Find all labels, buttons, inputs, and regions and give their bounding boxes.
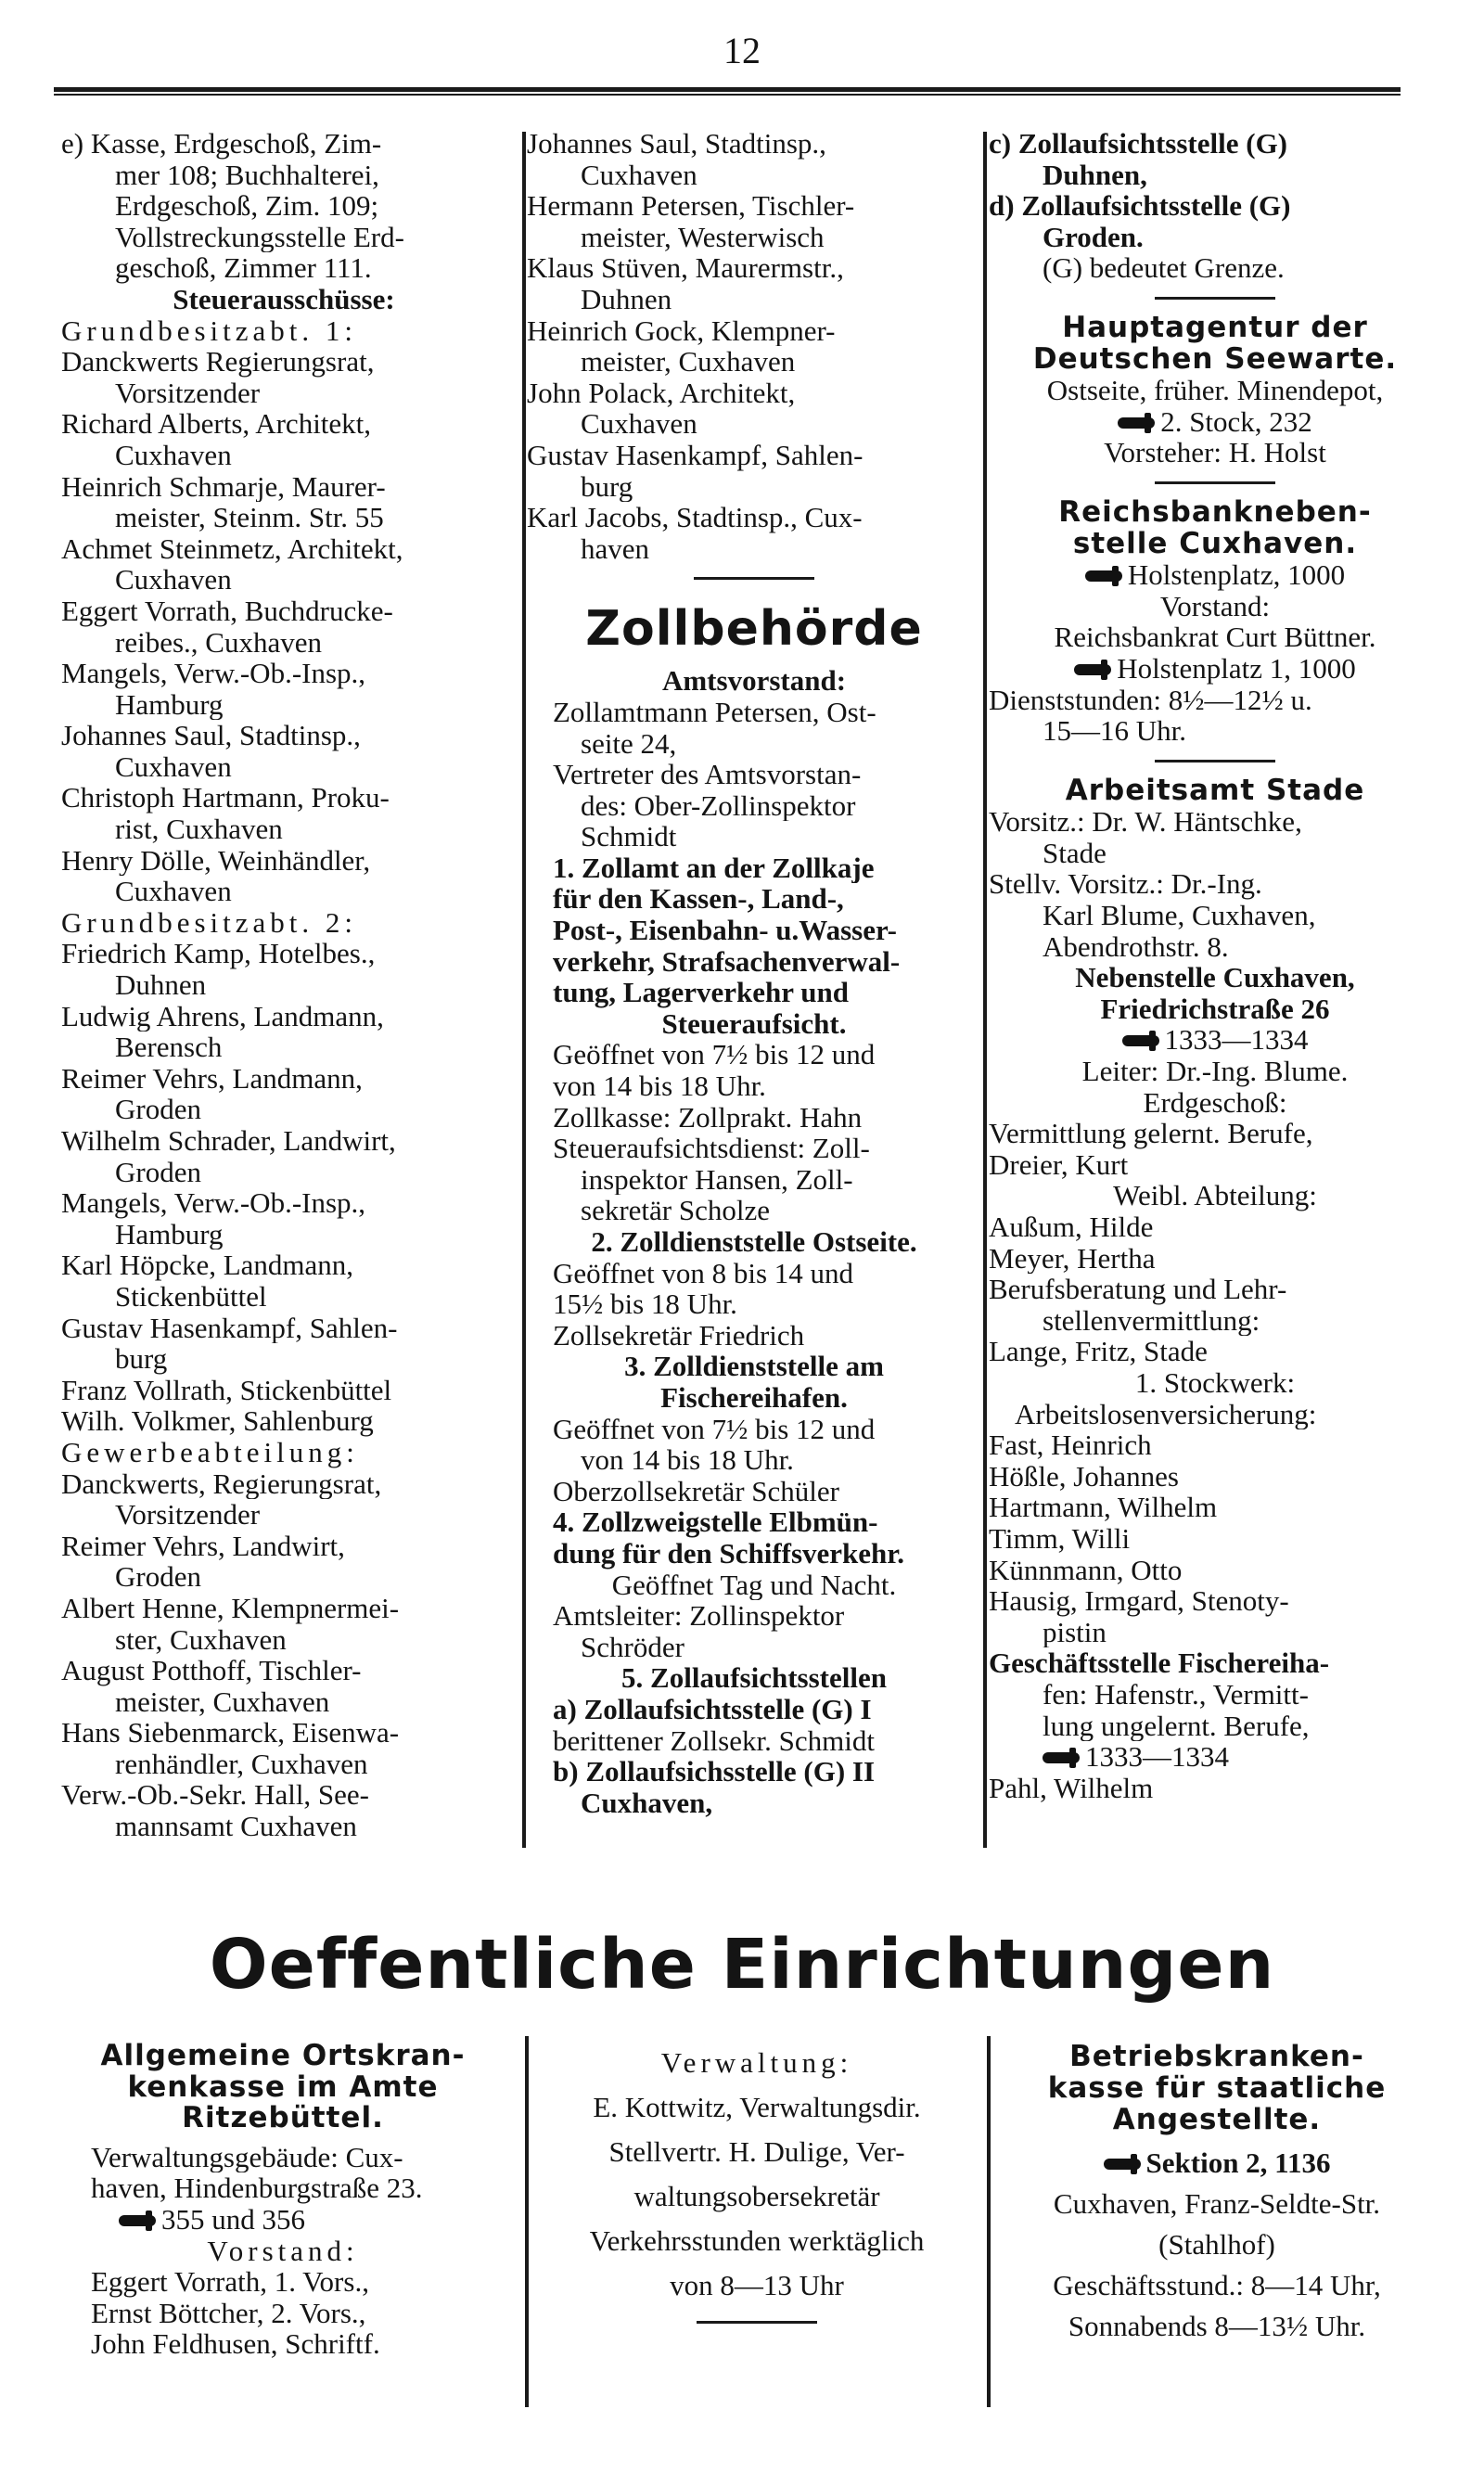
text-line: Achmet Steinmetz, Architekt, xyxy=(61,532,403,565)
text-line: pistin xyxy=(1043,1616,1107,1648)
text-line: Geöffnet Tag und Nacht. xyxy=(611,1569,897,1601)
text-line: reibes., Cuxhaven xyxy=(115,626,322,659)
text-line: Johannes Saul, Stadtinsp., xyxy=(61,720,361,751)
text-line: Vorsteher: H. Holst xyxy=(1104,437,1326,468)
text-line: Hans Siebenmarck, Eisenwa- xyxy=(61,1717,400,1749)
text-line: Hermann Petersen, Tischler- xyxy=(527,190,855,222)
text-line: Vermittlung gelernt. Berufe, xyxy=(989,1118,1313,1149)
section-zollamt: für den Kassen-, Land-, xyxy=(553,883,844,916)
text-line: Gustav Hasenkampf, Sahlen- xyxy=(61,1312,398,1344)
separator-rule xyxy=(694,577,814,580)
reichsbank-heading: stelle Cuxhaven. xyxy=(1072,528,1358,560)
text-line: Hausig, Irmgard, Stenoty- xyxy=(989,1585,1289,1617)
text-line: Holstenplatz 1, 1000 xyxy=(1117,652,1356,685)
text-line: Künnmann, Otto xyxy=(989,1554,1183,1586)
phone-line xyxy=(994,2143,1439,2184)
betriebskrankenkasse-heading: Angestellte. xyxy=(1112,2104,1322,2135)
subheading-grundbesitzabt-1: Grundbesitzabt. 1: xyxy=(61,314,358,347)
text-line: e) Kasse, Erdgeschoß, Zim- xyxy=(61,128,382,160)
text-line: Groden xyxy=(115,1094,201,1125)
text-line: August Potthoff, Tischler- xyxy=(61,1655,362,1686)
text-line: Cuxhaven xyxy=(115,439,232,471)
text-line: Heinrich Schmarje, Maurer- xyxy=(61,470,386,503)
text-line: renhändler, Cuxhaven xyxy=(115,1748,368,1780)
text-line: Wilhelm Schrader, Landwirt, xyxy=(61,1125,396,1157)
text-line: Lange, Fritz, Stade xyxy=(989,1336,1208,1367)
text-line: Vorstand: xyxy=(1159,590,1271,622)
text-line: Schröder xyxy=(581,1631,684,1663)
text-line: Duhnen xyxy=(115,969,207,1001)
text-line: Danckwerts Regierungsrat, xyxy=(61,346,375,378)
text-line: Timm, Willi xyxy=(989,1522,1131,1555)
subheading-grundbesitzabt-2: Grundbesitzabt. 2: xyxy=(61,906,358,939)
text-line: Geöffnet von 7½ bis 12 und xyxy=(553,1413,876,1445)
page-number: 12 xyxy=(723,30,761,71)
subheading-gewerbeabteilung: Gewerbeabteilung: xyxy=(61,1436,359,1468)
text-line: Abendrothstr. 8. xyxy=(1043,930,1229,963)
text-line: stellenvermittlung: xyxy=(1043,1304,1260,1337)
text-line: Schmidt xyxy=(581,821,677,852)
geschaeftsstelle-heading: Geschäftsstelle Fischereiha- xyxy=(989,1647,1330,1679)
text-line: Ludwig Ahrens, Landmann, xyxy=(61,1000,384,1032)
text-line: Wilh. Volkmer, Sahlenburg xyxy=(61,1405,374,1437)
text-line: haven, Hindenburgstraße 23. xyxy=(91,2172,423,2204)
subheading-amtsvorstand: Amtsvorstand: xyxy=(661,665,847,697)
separator-rule xyxy=(1155,760,1275,762)
text-line: Amtsleiter: Zollinspektor xyxy=(553,1600,845,1632)
text-line: Holstenplatz, 1000 xyxy=(1127,559,1346,591)
text-line: Hößle, Johannes xyxy=(989,1460,1179,1493)
text-line: Cuxhaven, xyxy=(581,1787,713,1819)
text-line: geschoß, Zimmer 111. xyxy=(115,252,372,284)
section-zollamt: tung, Lagerverkehr und xyxy=(553,977,849,1008)
column-divider xyxy=(525,2036,529,2407)
phone-icon xyxy=(1085,570,1122,582)
text-line: Johannes Saul, Stadtinsp., xyxy=(527,128,826,160)
column-divider xyxy=(522,132,526,1848)
separator-rule xyxy=(697,2321,817,2324)
section-zollamt: Steueraufsicht. xyxy=(661,1007,847,1040)
text-line: Verkehrsstunden werktäglich xyxy=(589,2224,925,2257)
text-line: Zollsekretär Friedrich xyxy=(553,1319,805,1352)
text-line: Stade xyxy=(1043,837,1107,869)
reichsbank-heading: Reichsbankneben- xyxy=(1058,496,1372,529)
text-line: 1. Stockwerk: xyxy=(1134,1366,1296,1399)
text-line: Reichsbankrat Curt Büttner. xyxy=(1054,622,1376,653)
text-line: berittener Zollsekr. Schmidt xyxy=(553,1724,875,1757)
text-line: mer 108; Buchhalterei, xyxy=(115,159,379,191)
phone-line xyxy=(989,653,1441,685)
text-line: d) Zollaufsichtsstelle (G) xyxy=(989,190,1291,222)
text-line: Henry Dölle, Weinhändler, xyxy=(61,844,371,877)
text-line: Erdgeschoß: xyxy=(1143,1086,1287,1119)
text-line: Cuxhaven xyxy=(581,408,697,440)
section-title: Oeffentliche Einrichtungen xyxy=(209,1925,1275,2005)
text-line: Richard Alberts, Architekt, xyxy=(61,408,372,440)
text-line: Steueraufsichtsdienst: Zoll- xyxy=(553,1133,870,1164)
text-line: Albert Henne, Klempnermei- xyxy=(61,1592,400,1624)
text-line: Leiter: Dr.-Ing. Blume. xyxy=(1081,1056,1349,1087)
text-line: Zollkasse: Zollprakt. Hahn xyxy=(553,1101,863,1134)
text-line: Hartmann, Wilhelm xyxy=(989,1492,1218,1523)
text-line: Eggert Vorrath, Buchdrucke- xyxy=(61,595,393,627)
ortskrankenkasse-heading: kenkasse im Amte xyxy=(127,2071,439,2104)
text-line: (G) bedeutet Grenze. xyxy=(1043,252,1285,284)
text-line: meister, Cuxhaven xyxy=(115,1685,330,1718)
text-line: Hamburg xyxy=(115,688,224,721)
text-line: c) Zollaufsichtsstelle (G) xyxy=(989,128,1288,160)
text-line: seite 24, xyxy=(581,727,677,760)
column-middle xyxy=(527,128,981,1818)
subheading-vorstand: Vorstand: xyxy=(207,2235,359,2267)
phone-line xyxy=(989,406,1441,438)
text-line: Geöffnet von 7½ bis 12 und xyxy=(553,1039,876,1071)
text-line: Duhnen xyxy=(581,283,672,315)
phone-icon xyxy=(1122,1035,1159,1046)
text-line: Reimer Vehrs, Landwirt, xyxy=(61,1530,345,1562)
text-line: fen: Hafenstr., Vermitt- xyxy=(1043,1678,1309,1711)
text-line: Ostseite, früher. Minendepot, xyxy=(1046,375,1384,406)
text-line: Verwaltungsgebäude: Cux- xyxy=(91,2141,403,2173)
separator-rule xyxy=(1155,481,1275,484)
text-line: 15½ bis 18 Uhr. xyxy=(553,1288,737,1320)
text-line: Hamburg xyxy=(115,1218,224,1250)
phone-line xyxy=(989,1741,1441,1773)
section-zollamt: Post-, Eisenbahn- u.Wasser- xyxy=(553,915,897,946)
column-divider xyxy=(983,132,987,1848)
text-line: Weibl. Abteilung: xyxy=(1113,1180,1317,1211)
section-zollaufsichtsstelle-a: a) Zollaufsichtsstelle (G) I xyxy=(553,1693,872,1725)
text-line: Klaus Stüven, Maurermstr., xyxy=(527,252,844,284)
text-line: Fast, Heinrich xyxy=(989,1429,1152,1461)
column-right xyxy=(989,128,1441,1803)
text-line: meister, Steinm. Str. 55 xyxy=(115,502,384,533)
text-line: Eggert Vorrath, 1. Vors., xyxy=(91,2266,369,2298)
text-line: Mangels, Verw.-Ob.-Insp., xyxy=(61,658,366,689)
text-line: Sektion 2, 1136 xyxy=(1145,2146,1331,2179)
text-line: Sonnabends 8—13½ Uhr. xyxy=(1068,2310,1366,2342)
text-line: von 14 bis 18 Uhr. xyxy=(553,1070,766,1102)
section-zollaufsichtsstellen: 5. Zollaufsichtsstellen xyxy=(621,1662,887,1694)
bottom-left xyxy=(65,2041,501,2360)
text-line: Stellvertr. H. Dulige, Ver- xyxy=(608,2135,905,2168)
seewarte-heading: Hauptagentur der xyxy=(1062,312,1368,344)
ortskrankenkasse-heading: Ritzebüttel. xyxy=(182,2103,384,2134)
text-line: John Feldhusen, Schriftf. xyxy=(91,2328,380,2360)
text-line: Erdgeschoß, Zim. 109; xyxy=(115,190,379,222)
seewarte-heading: Deutschen Seewarte. xyxy=(1032,343,1398,376)
text-line: John Polack, Architekt, xyxy=(527,377,796,409)
text-line: Oberzollsekretär Schüler xyxy=(553,1475,840,1507)
text-line: 15—16 Uhr. xyxy=(1043,715,1186,747)
section-zollzweigstelle: 4. Zollzweigstelle Elbmün- xyxy=(553,1506,878,1538)
text-line: Stickenbüttel xyxy=(115,1280,267,1313)
text-line: Ernst Böttcher, 2. Vors., xyxy=(91,2297,366,2329)
text-line: von 8—13 Uhr xyxy=(670,2269,844,2301)
ortskrankenkasse-heading: Allgemeine Ortskran- xyxy=(100,2041,466,2072)
phone-line xyxy=(989,1024,1441,1056)
section-zolldienststelle-fischereihafen: Fischereihafen. xyxy=(660,1381,848,1414)
text-line: Berufsberatung und Lehr- xyxy=(989,1274,1287,1305)
text-line: Cuxhaven xyxy=(115,750,232,783)
text-line: Dienststunden: 8½—12½ u. xyxy=(989,684,1312,716)
text-line: Zollamtmann Petersen, Ost- xyxy=(553,696,876,728)
arbeitsamt-heading: Arbeitsamt Stade xyxy=(1065,775,1365,807)
subheading-steuerausschuesse: Steuerausschüsse: xyxy=(173,283,395,315)
text-line: Vorsitz.: Dr. W. Häntschke, xyxy=(989,806,1302,838)
text-line: Karl Jacobs, Stadtinsp., Cux- xyxy=(527,502,863,533)
text-line: Verw.-Ob.-Sekr. Hall, See- xyxy=(61,1779,370,1812)
text-line: 1333—1334 xyxy=(1164,1024,1309,1057)
text-line: Cuxhaven xyxy=(115,876,232,907)
text-line: Stellv. Vorsitz.: Dr.-Ing. xyxy=(989,868,1262,901)
text-line: Duhnen, xyxy=(1043,159,1147,191)
text-line: Heinrich Gock, Klempner- xyxy=(527,314,836,347)
text-line: burg xyxy=(115,1343,168,1375)
separator-rule xyxy=(1155,297,1275,300)
nebenstelle-heading: Friedrichstraße 26 xyxy=(1100,993,1330,1025)
text-line: meister, Westerwisch xyxy=(581,221,825,253)
bottom-right xyxy=(994,2041,1439,2347)
betriebskrankenkasse-heading: Betriebskranken- xyxy=(1069,2041,1364,2072)
text-line: Cuxhaven, Franz-Seldte-Str. xyxy=(1053,2187,1381,2220)
header-rule-thin xyxy=(54,94,1401,96)
text-line: 2. Stock, 232 xyxy=(1160,405,1312,438)
text-line: Cuxhaven xyxy=(581,159,697,191)
text-line: 1333—1334 xyxy=(1085,1741,1229,1773)
text-line: E. Kottwitz, Verwaltungsdir. xyxy=(593,2091,921,2123)
text-line: Pahl, Wilhelm xyxy=(989,1772,1154,1804)
text-line: rist, Cuxhaven xyxy=(115,814,283,845)
bottom-middle xyxy=(531,2041,983,2337)
text-line: Vollstreckungsstelle Erd- xyxy=(115,221,404,253)
text-line: Christoph Hartmann, Proku- xyxy=(61,782,390,814)
phone-line xyxy=(65,2204,501,2236)
betriebskrankenkasse-heading: kasse für staatliche xyxy=(1047,2072,1387,2104)
text-line: sekretär Scholze xyxy=(581,1195,770,1226)
text-line: haven xyxy=(581,532,650,565)
text-line: inspektor Hansen, Zoll- xyxy=(581,1163,853,1196)
column-divider xyxy=(987,2036,991,2407)
text-line: lung ungelernt. Berufe, xyxy=(1043,1710,1310,1742)
text-line: Vorsitzender xyxy=(115,377,261,409)
text-line: Franz Vollrath, Stickenbüttel xyxy=(61,1374,392,1406)
text-line: Friedrich Kamp, Hotelbes., xyxy=(61,938,376,970)
phone-icon xyxy=(1118,417,1155,429)
text-line: Geöffnet von 8 bis 14 und xyxy=(553,1257,854,1289)
text-line: Karl Blume, Cuxhaven, xyxy=(1043,900,1316,931)
text-line: Arbeitslosenversicherung: xyxy=(1015,1398,1317,1430)
subheading-verwaltung: Verwaltung: xyxy=(660,2046,853,2079)
phone-icon xyxy=(1043,1752,1080,1763)
text-line: Groden xyxy=(115,1561,201,1593)
text-line: des: Ober-Zollinspektor xyxy=(581,789,856,822)
text-line: ster, Cuxhaven xyxy=(115,1623,287,1656)
text-line: 355 und 356 xyxy=(161,2203,305,2236)
text-line: Mangels, Verw.-Ob.-Insp., xyxy=(61,1187,366,1219)
text-line: meister, Cuxhaven xyxy=(581,346,796,378)
section-zollamt: 1. Zollamt an der Zollkaje xyxy=(553,852,875,884)
text-line: Berensch xyxy=(115,1032,223,1063)
text-line: Cuxhaven xyxy=(115,564,232,596)
text-line: Karl Höpcke, Landmann, xyxy=(61,1249,354,1281)
section-zolldienststelle-ostseite: 2. Zolldienststelle Ostseite. xyxy=(591,1226,917,1258)
header-rule xyxy=(54,87,1401,92)
text-line: waltungsobersekretär xyxy=(633,2180,880,2212)
text-line: Danckwerts, Regierungsrat, xyxy=(61,1467,382,1500)
text-line: Reimer Vehrs, Landmann, xyxy=(61,1062,363,1095)
text-line: Vertreter des Amtsvorstan- xyxy=(553,759,862,790)
text-line: Groden. xyxy=(1043,221,1144,253)
text-line: Geschäftsstund.: 8—14 Uhr, xyxy=(1053,2269,1381,2301)
nebenstelle-heading: Nebenstelle Cuxhaven, xyxy=(1075,962,1355,993)
section-zollaufsichtsstelle-b: b) Zollaufsichsstelle (G) II xyxy=(553,1756,876,1788)
text-line: Vorsitzender xyxy=(115,1499,261,1531)
phone-icon xyxy=(119,2215,156,2226)
text-line: Außum, Hilde xyxy=(989,1211,1154,1243)
zollbehoerde-heading: Zollbehörde xyxy=(585,601,923,658)
phone-line xyxy=(989,559,1441,591)
phone-icon xyxy=(1074,664,1111,675)
text-line: Gustav Hasenkampf, Sahlen- xyxy=(527,439,864,471)
section-zolldienststelle-fischereihafen: 3. Zolldienststelle am xyxy=(624,1351,884,1382)
text-line: Groden xyxy=(115,1156,201,1188)
phone-icon xyxy=(1104,2159,1141,2170)
section-zollamt: verkehr, Strafsachenverwal- xyxy=(553,945,901,978)
text-line: burg xyxy=(581,470,633,503)
text-line: Dreier, Kurt xyxy=(989,1148,1129,1181)
section-zollzweigstelle: dung für den Schiffsverkehr. xyxy=(553,1537,904,1570)
column-left xyxy=(61,128,506,1842)
text-line: (Stahlhof) xyxy=(1158,2228,1275,2261)
text-line: von 14 bis 18 Uhr. xyxy=(581,1444,794,1476)
text-line: Meyer, Hertha xyxy=(989,1242,1156,1275)
text-line: mannsamt Cuxhaven xyxy=(115,1811,357,1842)
